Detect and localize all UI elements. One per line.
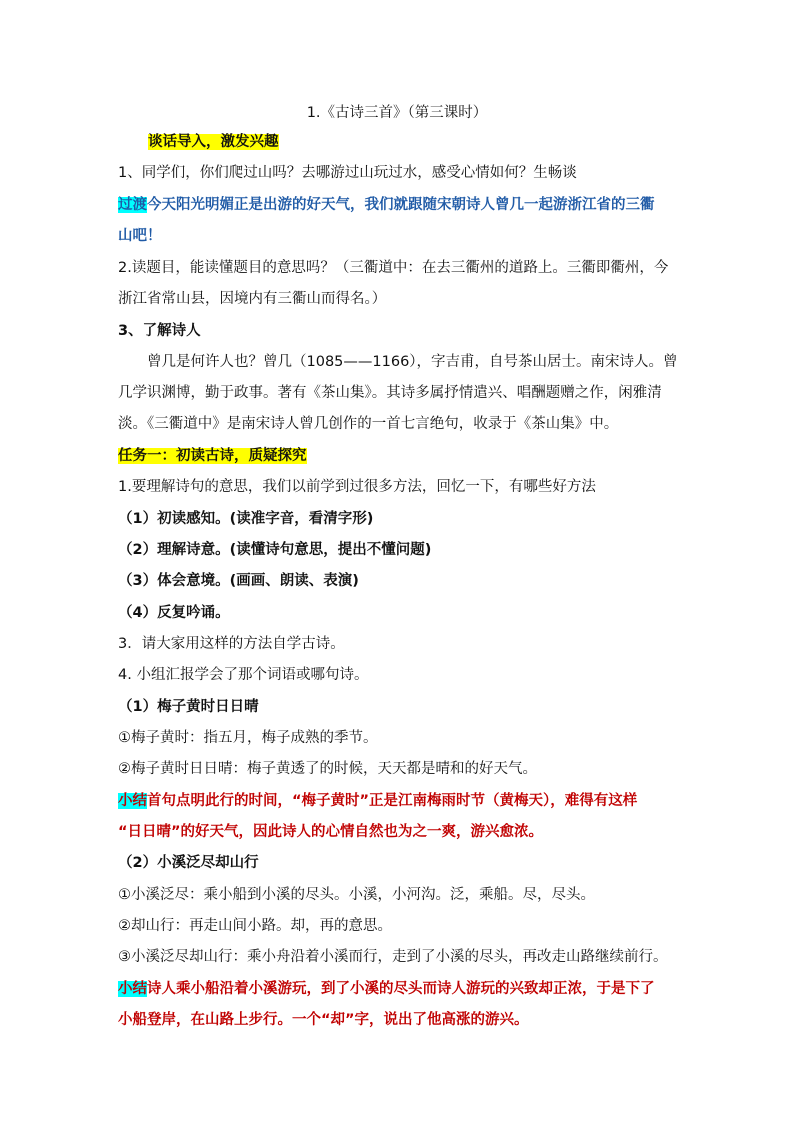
poem-line-2-note-c: ③小溪泛尽却山行：乘小舟沿着小溪而行，走到了小溪的尽头，再改走山路继续前行。 <box>118 949 668 965</box>
poet-paragraph-line-3: 淡。《三衢道中》是南宋诗人曾几创作的一首七言绝句，收录于《茶山集》中。 <box>118 416 619 432</box>
poem-line-1-heading: （1）梅子黄时日日晴 <box>118 699 259 715</box>
poem-line-2-note-a: ①小溪泛尽：乘小船到小溪的尽头。小溪，小河沟。泛，乘船。尽，尽头。 <box>118 887 595 903</box>
task1-heading <box>118 445 684 467</box>
poem-line-1-note-b: ②梅子黄时日日晴：梅子黄透了的时候，天天都是晴和的好天气。 <box>118 761 537 777</box>
summary-label: 小结 <box>118 981 147 997</box>
transition-line-2: 山吧！ <box>118 228 162 244</box>
paragraph-2-line-1: 2.读题目，能读懂题目的意思吗？（三衢道中：在去三衢州的道路上。三衢即衢州，今 <box>118 260 669 276</box>
summary-text: 诗人乘小船沿着小溪游玩，到了小溪的尽头而诗人游玩的兴致却正浓，于是下了 <box>147 981 655 997</box>
method-2: （2）理解诗意。(读懂诗句意思，提出不懂问题) <box>118 542 432 558</box>
poet-paragraph-line-1: 曾几是何许人也？曾几（1085——1166），字吉甫，自号茶山居士。南宋诗人。曾 <box>147 354 678 370</box>
highlight-text: 谈话导入，激发兴趣 <box>148 134 279 150</box>
paragraph-1: 1、同学们，你们爬过山吗？去哪游过山玩过水，感受心情如何？生畅谈 <box>118 165 577 181</box>
transition-text: 今天阳光明媚正是出游的好天气，我们就跟随宋朝诗人曾几一起游浙江省的三衢 <box>147 197 655 213</box>
task1-item-1: 1.要理解诗句的意思，我们以前学到过很多方法，回忆一下，有哪些好方法 <box>118 479 596 495</box>
summary-text: 首句点明此行的时间，“梅子黄时”正是江南梅雨时节（黄梅天），难得有这样 <box>147 793 638 809</box>
summary-2-line-1 <box>118 978 684 1000</box>
transition-label: 过渡 <box>118 197 147 213</box>
summary-1-line-1 <box>118 790 684 812</box>
method-3: （3）体会意境。(画画、朗读、表演) <box>118 573 359 589</box>
highlight-text: 任务一：初读古诗，质疑探究 <box>118 448 307 464</box>
task1-item-3: 3．请大家用这样的方法自学古诗。 <box>118 636 345 652</box>
poet-heading: 3、了解诗人 <box>118 323 201 339</box>
summary-1-line-2: “日日晴”的好天气，因此诗人的心情自然也为之一爽，游兴愈浓。 <box>118 824 544 840</box>
poem-line-2-heading: （2）小溪泛尽却山行 <box>118 855 259 871</box>
poem-line-2-note-b: ②却山行：再走山间小路。却，再的意思。 <box>118 918 392 934</box>
task1-item-4: 4. 小组汇报学会了那个词语或哪句诗。 <box>118 667 369 683</box>
method-4: （4）反复吟诵。 <box>118 605 230 621</box>
method-1: （1）初读感知。(读准字音，看清字形) <box>118 511 374 527</box>
poem-line-1-note-a: ①梅子黄时：指五月，梅子成熟的季节。 <box>118 730 378 746</box>
section-heading-intro <box>118 131 684 153</box>
summary-2-line-2: 小船登岸，在山路上步行。一个“却”字，说出了他高涨的游兴。 <box>118 1012 529 1028</box>
document-title: 1.《古诗三首》（第三课时） <box>306 105 488 121</box>
transition-line-1 <box>118 194 684 216</box>
paragraph-2-line-2: 浙江省常山县，因境内有三衢山而得名。） <box>118 291 387 307</box>
poet-paragraph-line-2: 几学识渊博，勤于政事。著有《茶山集》。其诗多属抒情遣兴、唱酬题赠之作，闲雅清 <box>118 385 662 401</box>
summary-label: 小结 <box>118 793 147 809</box>
